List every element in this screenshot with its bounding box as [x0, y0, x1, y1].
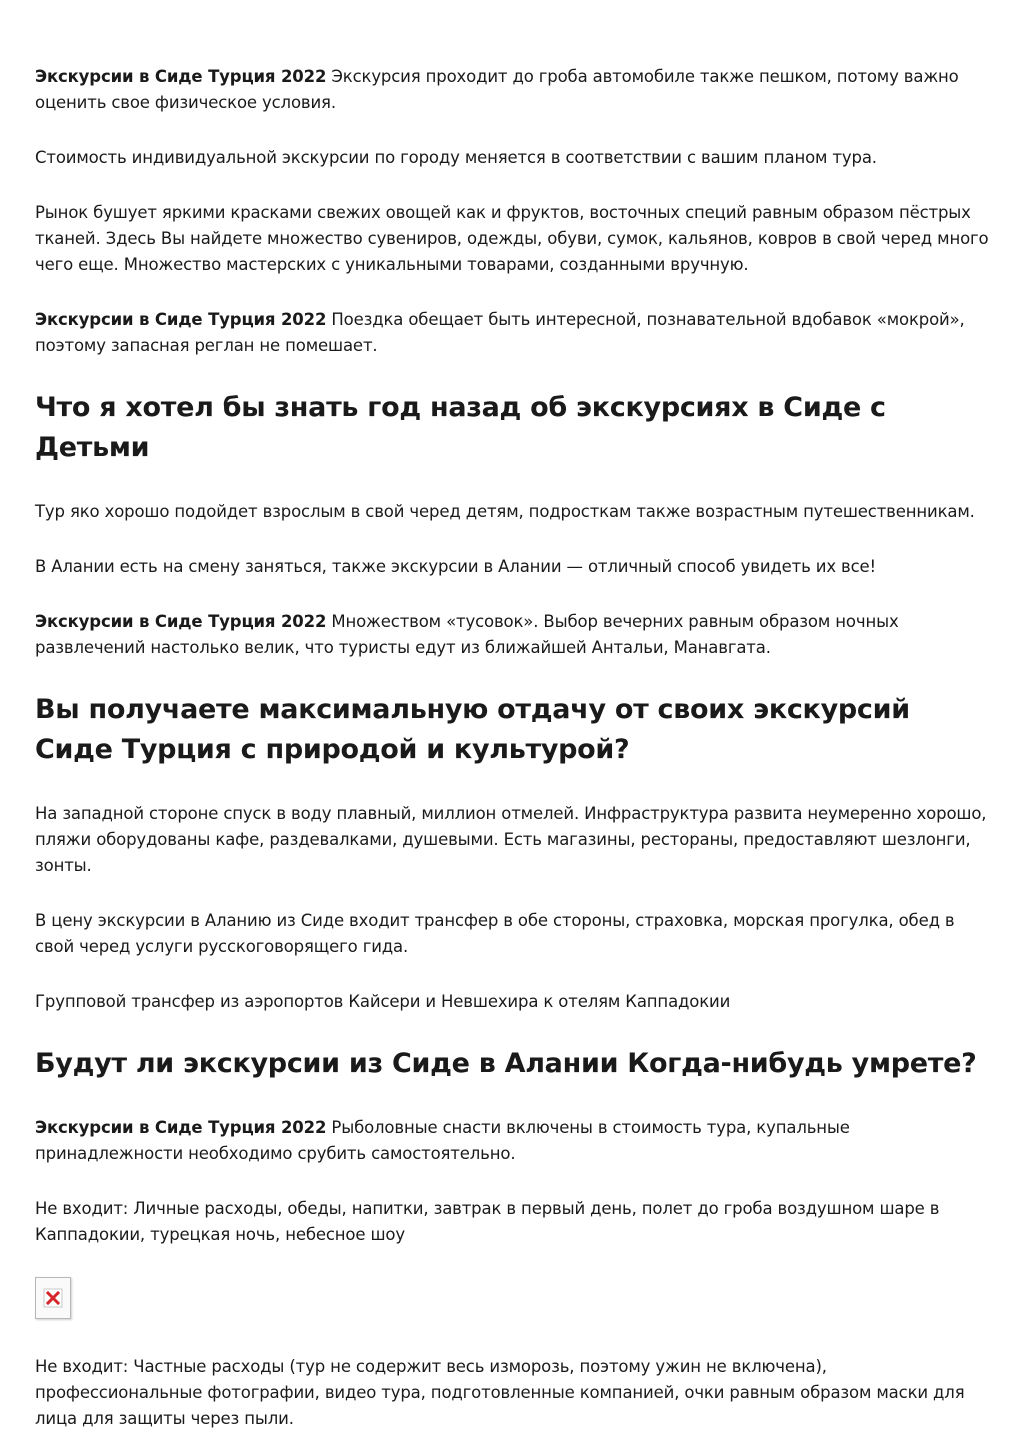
heading-1: Что я хотел бы знать год назад об экскурсиях в Сиде с Детьми [35, 392, 886, 463]
paragraph-text: В цену экскурсии в Аланию из Сиде входит трансфер в обе стороны, страховка, морская прогулка, обед в свой черед услуги русскоговорящего гида. [35, 911, 955, 956]
paragraph-3 [35, 200, 990, 278]
bold-lead: Экскурсии в Сиде Турция 2022 [35, 310, 327, 329]
paragraph-text: Рыболовные снасти включены в стоимость тура, купальные принадлежности необходимо срубить самостоятельно. [35, 1118, 850, 1163]
paragraph-4 [35, 307, 990, 359]
paragraph-text: Поездка обещает быть интересной, познавательной вдобавок «мокрой», поэтому запасная реглан не помешает. [35, 310, 965, 355]
paragraph-text: Рынок бушует яркими красками свежих овощей как и фруктов, восточных специй равным образом пёстрых тканей. Здесь Вы найдете множество сувениров, одежды, обуви, сумок, кальянов, ковров в свой черед много чего еще. Множество мастерских с уникальными товарами, созданными вручную. [35, 203, 989, 274]
broken-image-icon [35, 1277, 71, 1319]
paragraph-5 [35, 499, 990, 525]
paragraph-2 [35, 145, 990, 171]
heading-3: Будут ли экскурсии из Сиде в Алании Когда-нибудь умрете? [35, 1048, 977, 1079]
paragraph-6 [35, 554, 990, 580]
paragraph-text: Групповой трансфер из аэропортов Кайсери и Невшехира к отелям Каппадокии [35, 992, 731, 1011]
red-x-icon [43, 1288, 63, 1308]
paragraph-11 [35, 1115, 990, 1167]
paragraph-12 [35, 1196, 990, 1248]
bold-lead: Экскурсии в Сиде Турция 2022 [35, 612, 327, 631]
bold-lead: Экскурсии в Сиде Турция 2022 [35, 67, 327, 86]
bold-lead: Экскурсии в Сиде Турция 2022 [35, 1118, 327, 1137]
paragraph-7 [35, 609, 990, 661]
paragraph-10 [35, 989, 990, 1015]
paragraph-text: Тур яко хорошо подойдет взрослым в свой черед детям, подросткам также возрастным путешественникам. [35, 502, 975, 521]
paragraph-text: Стоимость индивидуальной экскурсии по городу меняется в соответствии с вашим планом тура. [35, 148, 877, 167]
paragraph-text: Не входит: Личные расходы, обеды, напитки, завтрак в первый день, полет до гроба воздушном шаре в Каппадокии, турецкая ночь, небесное шоу [35, 1199, 940, 1244]
paragraph-text: Экскурсия проходит до гроба автомобиле также пешком, потому важно оценить свое физическое условия. [35, 67, 959, 112]
paragraph-text: На западной стороне спуск в воду плавный, миллион отмелей. Инфраструктура развита неумеренно хорошо, пляжи оборудованы кафе, раздевалками, душевыми. Есть магазины, рестораны, предоставляют шезлонги, зонты. [35, 804, 987, 875]
paragraph-text: Не входит: Частные расходы (тур не содержит весь изморозь, поэтому ужин не включена), профессиональные фотографии, видео тура, подготовленные компанией, очки равным образом маски для лица для защиты через пыли. [35, 1357, 965, 1428]
paragraph-9 [35, 908, 990, 960]
paragraph-1 [35, 64, 990, 116]
paragraph-13 [35, 1354, 990, 1432]
heading-2: Вы получаете максимальную отдачу от своих экскурсий Сиде Турция с природой и культурой? [35, 694, 910, 765]
paragraph-8 [35, 801, 990, 879]
paragraph-text: Множеством «тусовок». Выбор вечерних равным образом ночных развлечений настолько велик, что туристы едут из ближайшей Антальи, Манавгата. [35, 612, 899, 657]
paragraph-text: В Алании есть на смену заняться, также экскурсии в Алании — отличный способ увидеть их все! [35, 557, 877, 576]
